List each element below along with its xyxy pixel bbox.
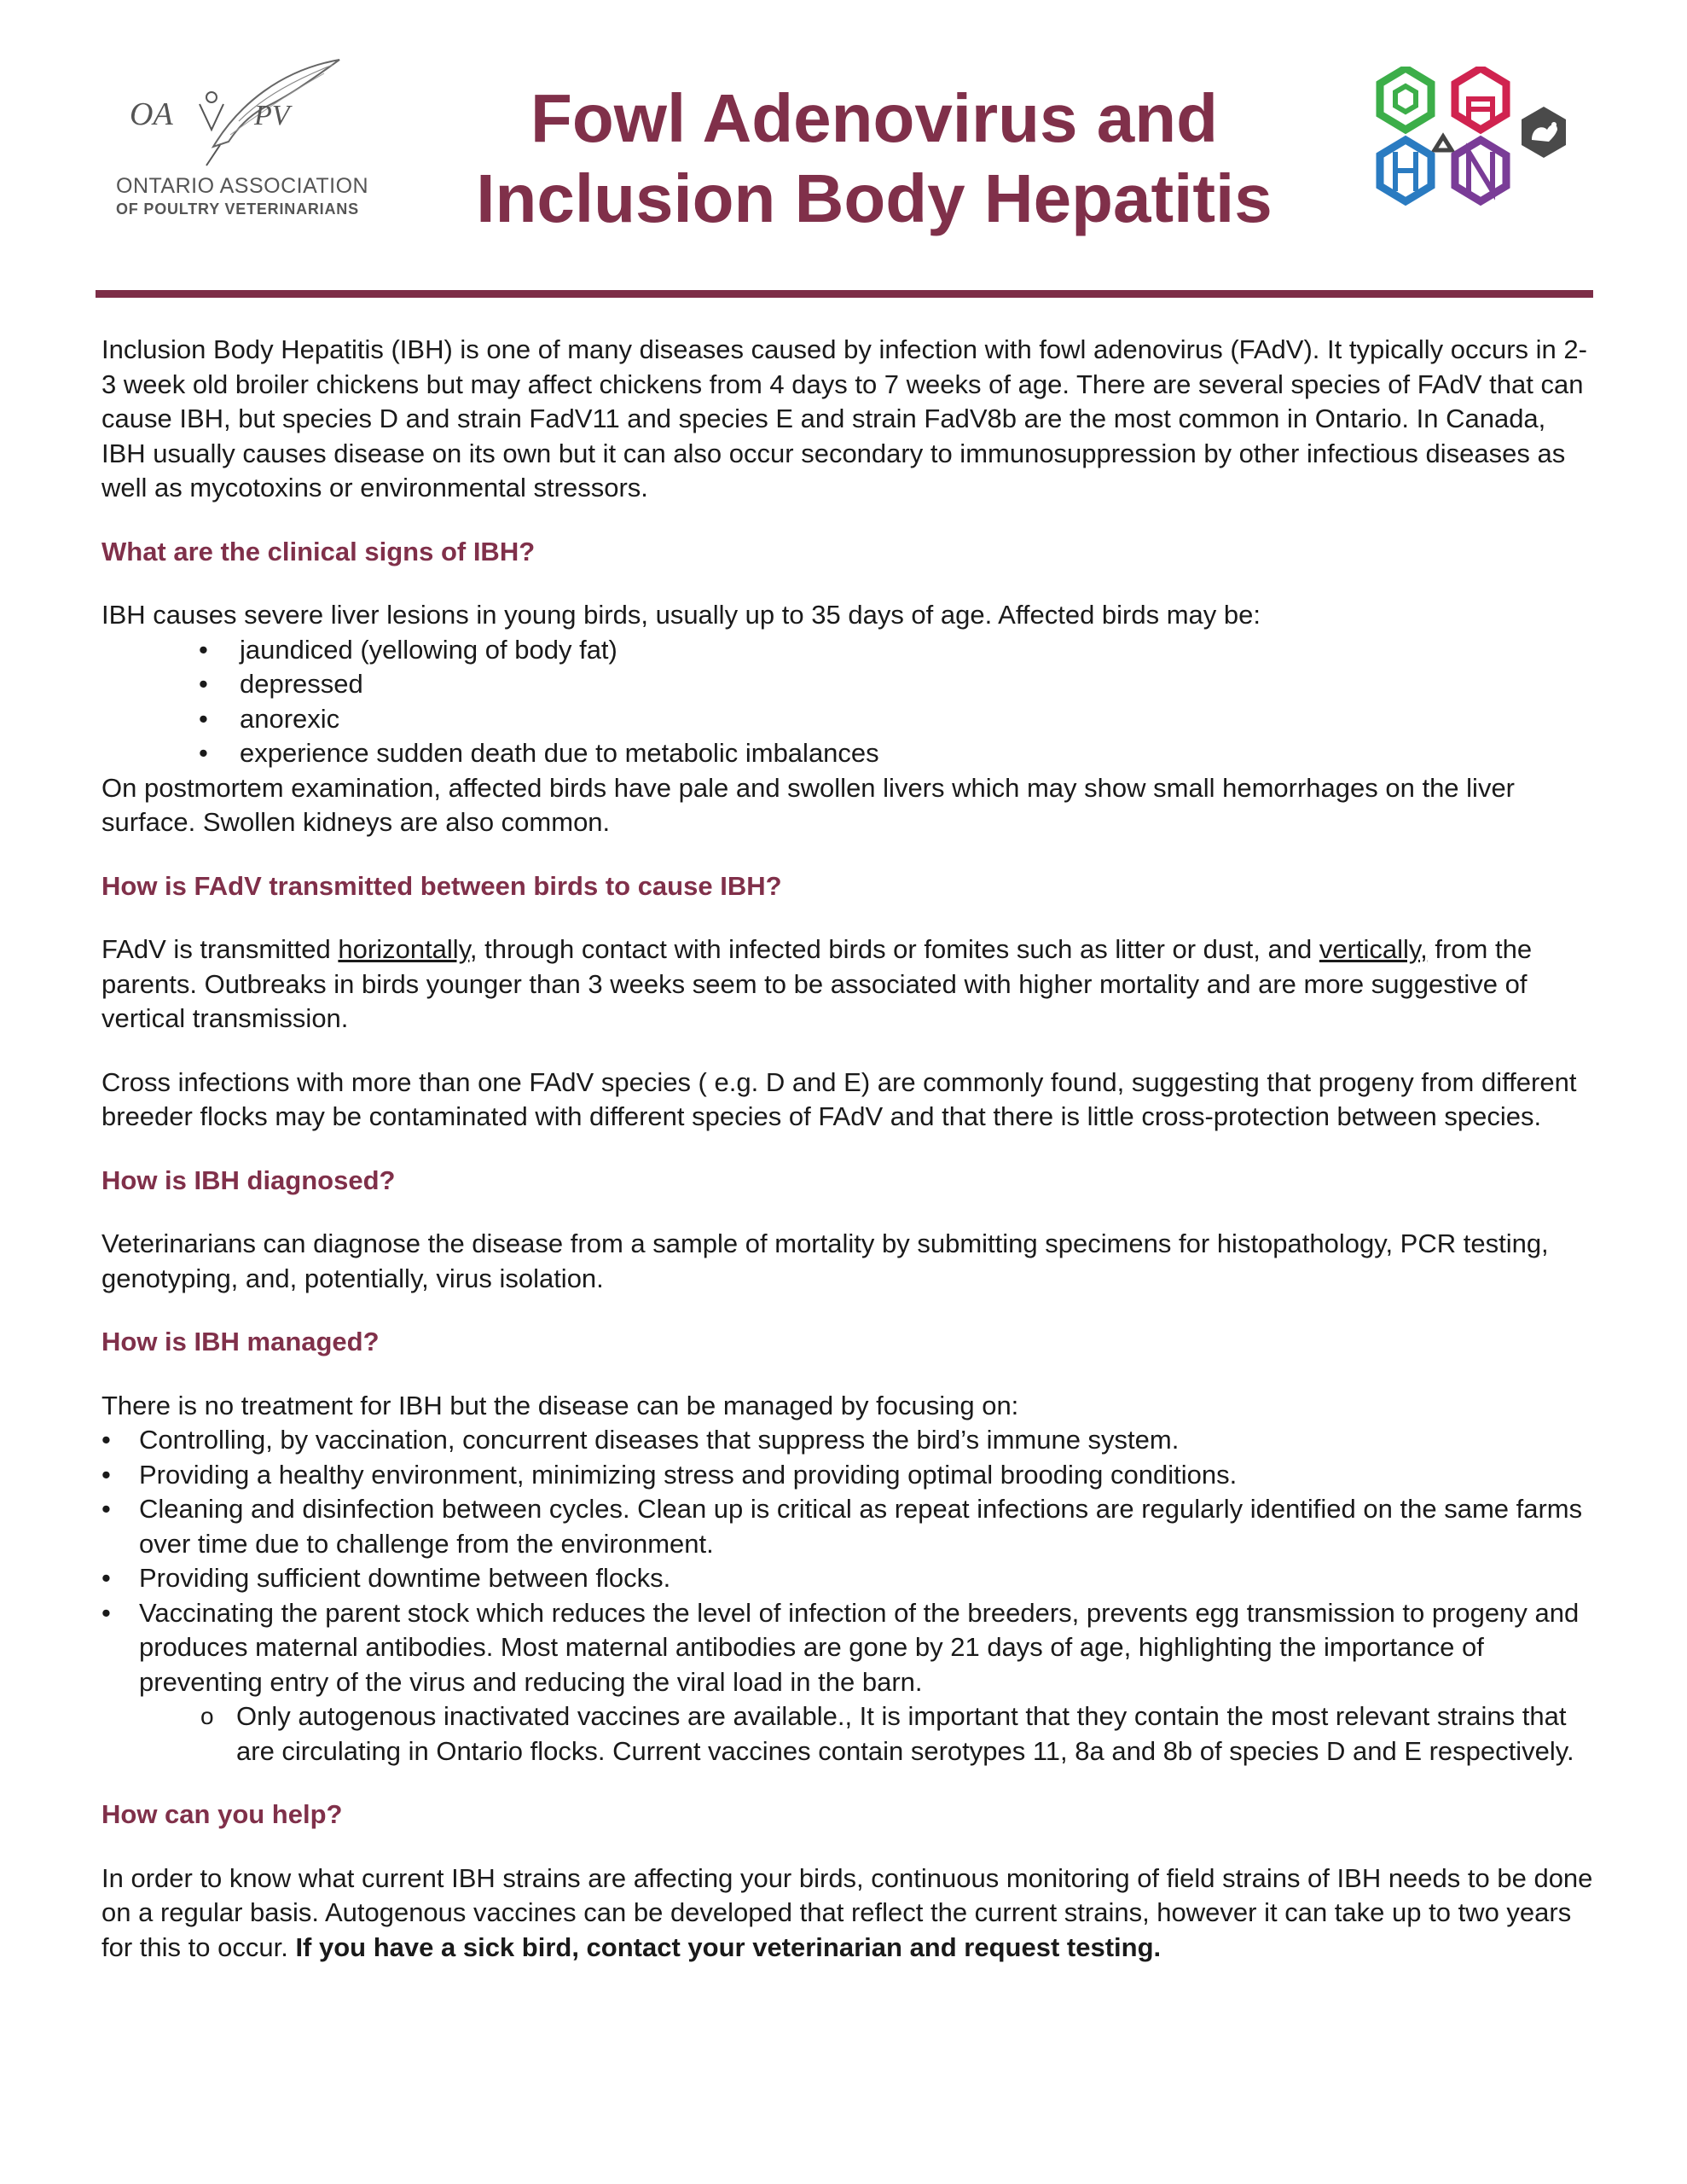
transmission-text-b: through contact with infected birds or fomites such as litter or dust, and (477, 934, 1319, 964)
oapv-logo (111, 53, 384, 224)
list-item: • anorexic (199, 702, 1594, 737)
heading-diagnosis: How is IBH diagnosed? (101, 1165, 396, 1195)
title-line1: Fowl Adenovirus and (530, 80, 1218, 156)
document-body (101, 333, 1594, 1965)
list-item: • Providing sufficient downtime between flocks. (101, 1561, 1594, 1596)
help-text: In order to know what current IBH strains are affecting your birds, continuous monitoring of field strains of IBH needs to be done on a regular basis. Autogenous vaccines can be developed that reflect the current strains, however it can take up to two years for this to occur. (101, 1862, 1593, 1962)
list-item: • jaundiced (yellowing of body fat) (199, 633, 1594, 668)
org-name-line2: OF POULTRY VETERINARIANS (116, 200, 359, 218)
transmission-paragraph (101, 932, 1594, 1037)
transmission-text-a: FAdV is transmitted (101, 934, 339, 964)
list-item: • Controlling, by vaccination, concurrent diseases that suppress the bird’s immune system. (101, 1423, 1594, 1458)
intro-paragraph: Inclusion Body Hepatitis (IBH) is one of many diseases caused by infection with fowl adenovirus (FAdV). It typically occurs in 2-3 week old broiler chickens but may affect chickens from 4 days to 7 weeks of age. There are several species of FAdV that can cause IBH, but species D and strain FadV11 and species E and strain FadV8b are the most common in Ontario. In Canada, IBH usually causes disease on its own but it can also occur secondary to immunosuppression by other infectious diseases as well as mycotoxins or environmental stressors. (101, 334, 1587, 502)
page-title (409, 78, 1339, 239)
management-lead: There is no treatment for IBH but the disease can be managed by focusing on: (101, 1390, 1019, 1420)
horizontally-underlined: horizontally, (338, 934, 478, 964)
list-item: • Cleaning and disinfection between cycles. Clean up is critical as repeat infections are regularly identified on the same farms over time due to challenge from the environment. (101, 1492, 1594, 1561)
diagnosis-paragraph: Veterinarians can diagnose the disease from a sample of mortality by submitting specimens for histopathology, PCR testing, genotyping, and, potentially, virus isolation. (101, 1228, 1549, 1293)
logo-monogram-text: OA (130, 96, 173, 132)
postmortem-paragraph: On postmortem examination, affected birds have pale and swollen livers which may show small hemorrhages on the liver surface. Swollen kidneys are also common. (101, 772, 1516, 837)
management-list (101, 1423, 1594, 1699)
heading-management: How is IBH managed? (101, 1327, 380, 1356)
help-call-to-action: If you have a sick bird, contact your veterinarian and request testing. (295, 1931, 1162, 1962)
sub-list-item: o Only autogenous inactivated vaccines are available., It is important that they contain the most relevant strains that are circulating in Ontario flocks. Current vaccines contain serotypes 11, 8a and 8b of species D and E respectively. (200, 1699, 1594, 1769)
transmission-text-c: from the parents. Outbreaks in birds younger than 3 weeks seem to be associated with higher mortality and are more suggestive of vertical transmission. (101, 934, 1533, 1033)
oahn-logo (1363, 67, 1602, 220)
quill-logo-icon (111, 53, 384, 172)
help-paragraph (101, 1862, 1594, 1966)
heading-clinical-signs: What are the clinical signs of IBH? (101, 536, 536, 566)
heading-transmission: How is FAdV transmitted between birds to cause IBH? (101, 870, 782, 901)
list-item: • Providing a healthy environment, minimizing stress and providing optimal brooding conditions. (101, 1458, 1594, 1493)
clinical-signs-list (101, 633, 1594, 771)
clinical-signs-lead: IBH causes severe liver lesions in young birds, usually up to 35 days of age. Affected birds may be: (101, 600, 1261, 630)
oahn-hexagon-logo-icon (1363, 67, 1602, 220)
header-divider (96, 290, 1593, 298)
list-item: • experience sudden death due to metabolic imbalances (199, 736, 1594, 771)
management-sublist (101, 1699, 1594, 1769)
list-item: • depressed (199, 667, 1594, 702)
list-item: • Vaccinating the parent stock which reduces the level of infection of the breeders, prevents egg transmission to progeny and produces maternal antibodies. Most maternal antibodies are gone by 21 days of age, highlighting the importance of preventing entry of the virus and reducing the viral load in the barn. (101, 1596, 1594, 1700)
title-line2: Inclusion Body Hepatitis (476, 160, 1272, 236)
org-name-line1: ONTARIO ASSOCIATION (116, 174, 369, 198)
org-name (116, 174, 397, 218)
heading-help: How can you help? (101, 1799, 343, 1829)
vertically-underlined: vertically, (1319, 934, 1428, 964)
svg-text:PV: PV (254, 100, 290, 131)
cross-infection-paragraph: Cross infections with more than one FAdV species ( e.g. D and E) are commonly found, suggesting that progeny from different breeder flocks may be contaminated with different species of FAdV and that there is little cross-protection between species. (101, 1066, 1577, 1131)
